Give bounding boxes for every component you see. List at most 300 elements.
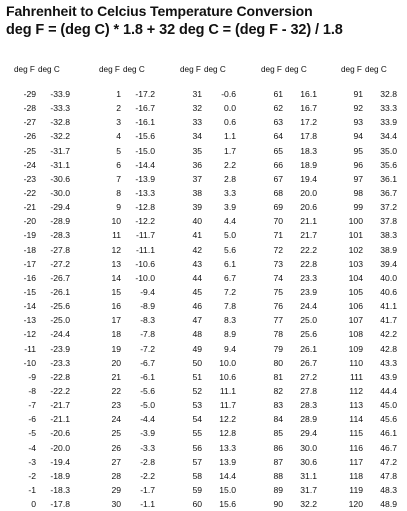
table-row	[257, 214, 327, 228]
celsius-value: 37.8	[380, 216, 397, 227]
fahrenheit-value: -23	[23, 173, 36, 184]
table-row	[176, 384, 246, 398]
table-row	[257, 384, 327, 398]
celsius-value: 26.1	[300, 343, 317, 354]
table-row	[337, 285, 407, 299]
table-row	[176, 342, 246, 356]
table-row	[10, 370, 80, 384]
table-row	[176, 299, 246, 313]
celsius-value: 0.0	[224, 103, 236, 114]
fahrenheit-value: 78	[273, 329, 283, 340]
celsius-value: 48.3	[380, 484, 397, 495]
celsius-value: 29.4	[300, 428, 317, 439]
table-row	[10, 87, 80, 101]
celsius-value: 6.1	[224, 258, 236, 269]
fahrenheit-value: -24	[23, 159, 36, 170]
table-row	[95, 370, 165, 384]
fahrenheit-value: 1	[116, 89, 121, 99]
celsius-value: 21.1	[300, 216, 317, 227]
table-row	[337, 327, 407, 341]
celsius-value: 41.7	[380, 315, 397, 326]
celsius-value: -28.9	[50, 216, 70, 227]
table-row	[95, 87, 165, 101]
celsius-value: -13.3	[135, 187, 155, 198]
celsius-value: 5.6	[224, 244, 236, 255]
celsius-value: 32.2	[300, 499, 317, 510]
celsius-value: 32.8	[380, 89, 397, 99]
header-deg-c: deg C	[284, 65, 307, 74]
table-row	[95, 228, 165, 242]
table-row	[95, 186, 165, 200]
celsius-value: 22.8	[300, 258, 317, 269]
column-header	[176, 63, 246, 87]
celsius-value: 13.9	[219, 456, 236, 467]
celsius-value: 38.9	[380, 244, 397, 255]
column-header	[257, 63, 327, 87]
celsius-value: 40.0	[380, 272, 397, 283]
fahrenheit-value: 71	[273, 230, 283, 241]
celsius-value: 3.9	[224, 202, 236, 213]
table-row	[257, 257, 327, 271]
table-row	[176, 87, 246, 101]
fahrenheit-value: 37	[192, 173, 202, 184]
fahrenheit-value: 101	[348, 230, 363, 241]
fahrenheit-value: -10	[23, 357, 36, 368]
celsius-value: -3.9	[140, 428, 155, 439]
fahrenheit-value: 15	[111, 286, 121, 297]
celsius-value: -5.6	[140, 385, 155, 396]
celsius-value: -4.4	[140, 414, 155, 425]
fahrenheit-value: 11	[112, 230, 121, 241]
table-row	[257, 342, 327, 356]
fahrenheit-value: 112	[349, 385, 363, 396]
fahrenheit-value: -22	[23, 187, 36, 198]
celsius-value: 9.4	[224, 343, 236, 354]
fahrenheit-value: 33	[192, 117, 202, 128]
table-row	[95, 101, 165, 115]
table-row	[10, 384, 80, 398]
column-group-5	[337, 63, 407, 511]
fahrenheit-value: 83	[273, 400, 283, 411]
table-row	[10, 313, 80, 327]
table-row	[176, 313, 246, 327]
celsius-value: -32.8	[50, 117, 70, 128]
celsius-value: -6.1	[140, 371, 155, 382]
fahrenheit-value: -15	[23, 286, 36, 297]
fahrenheit-value: 103	[348, 258, 363, 269]
celsius-value: 25.0	[300, 315, 317, 326]
celsius-value: -7.2	[140, 343, 155, 354]
table-row	[176, 426, 246, 440]
celsius-value: 43.3	[380, 357, 397, 368]
fahrenheit-value: 30	[111, 499, 121, 510]
fahrenheit-value: 84	[273, 414, 283, 425]
celsius-value: -17.8	[50, 499, 70, 510]
fahrenheit-value: 97	[353, 173, 363, 184]
table-row	[95, 412, 165, 426]
celsius-value: -8.3	[140, 315, 155, 326]
column-header	[95, 63, 165, 87]
table-row	[10, 115, 80, 129]
celsius-value: -18.3	[50, 484, 70, 495]
fahrenheit-value: 76	[273, 301, 283, 312]
celsius-value: 28.9	[300, 414, 317, 425]
fahrenheit-value: 55	[192, 428, 202, 439]
celsius-value: 16.1	[300, 89, 317, 99]
table-row	[257, 327, 327, 341]
fahrenheit-value: 40	[192, 216, 202, 227]
fahrenheit-value: -21	[23, 202, 36, 213]
celsius-value: 47.2	[380, 456, 397, 467]
table-row	[176, 158, 246, 172]
fahrenheit-value: 94	[353, 131, 363, 142]
celsius-value: 43.9	[380, 371, 397, 382]
table-row	[257, 186, 327, 200]
fahrenheit-value: 54	[192, 414, 202, 425]
header-deg-f: deg F	[341, 65, 362, 74]
table-row	[176, 356, 246, 370]
table-row	[176, 497, 246, 511]
celsius-value: 23.9	[300, 286, 317, 297]
fahrenheit-value: 95	[353, 145, 363, 156]
table-row	[10, 186, 80, 200]
celsius-value: -7.8	[140, 329, 155, 340]
celsius-value: 33.3	[380, 103, 397, 114]
fahrenheit-value: -17	[23, 258, 36, 269]
celsius-value: -16.1	[135, 117, 155, 128]
table-row	[176, 101, 246, 115]
table-row	[257, 455, 327, 469]
table-row	[337, 243, 407, 257]
celsius-value: -33.9	[50, 89, 70, 99]
fahrenheit-value: 51	[192, 371, 202, 382]
header-deg-c: deg C	[122, 65, 145, 74]
fahrenheit-value: 18	[111, 329, 121, 340]
fahrenheit-value: 98	[353, 187, 363, 198]
celsius-value: 38.3	[380, 230, 397, 241]
fahrenheit-value: 6	[116, 159, 121, 170]
table-row	[10, 129, 80, 143]
fahrenheit-value: 36	[192, 159, 202, 170]
fahrenheit-value: 66	[273, 159, 283, 170]
table-row	[337, 384, 407, 398]
fahrenheit-value: 62	[273, 103, 283, 114]
fahrenheit-value: 114	[349, 414, 363, 425]
table-row	[176, 271, 246, 285]
celsius-value: 14.4	[219, 470, 236, 481]
celsius-value: -25.6	[50, 301, 70, 312]
header-deg-c: deg C	[364, 65, 387, 74]
table-row	[176, 412, 246, 426]
fahrenheit-value: 111	[349, 371, 363, 382]
celsius-value: 4.4	[224, 216, 236, 227]
table-row	[337, 228, 407, 242]
celsius-value: 1.1	[224, 131, 236, 142]
celsius-value: -9.4	[140, 286, 155, 297]
table-row	[95, 469, 165, 483]
celsius-value: 35.6	[380, 159, 397, 170]
fahrenheit-value: 3	[116, 117, 121, 128]
fahrenheit-value: 27	[111, 456, 121, 467]
fahrenheit-value: 47	[192, 315, 202, 326]
table-row	[95, 243, 165, 257]
table-row	[337, 412, 407, 426]
celsius-value: -10.6	[135, 258, 155, 269]
fahrenheit-value: 4	[116, 131, 121, 142]
fahrenheit-value: 87	[273, 456, 283, 467]
table-row	[257, 469, 327, 483]
celsius-value: -11.1	[136, 244, 155, 255]
celsius-value: 45.6	[380, 414, 397, 425]
celsius-value: 12.2	[219, 414, 236, 425]
table-row	[176, 214, 246, 228]
fahrenheit-value: 25	[111, 428, 121, 439]
celsius-value: -15.0	[135, 145, 155, 156]
column-header	[337, 63, 407, 87]
celsius-value: 15.6	[219, 499, 236, 510]
fahrenheit-value: -19	[23, 230, 36, 241]
table-row	[337, 186, 407, 200]
celsius-value: -22.2	[50, 385, 70, 396]
fahrenheit-value: 69	[273, 202, 283, 213]
celsius-value: -14.4	[135, 159, 155, 170]
fahrenheit-value: -26	[23, 131, 36, 142]
table-row	[257, 158, 327, 172]
fahrenheit-value: 73	[273, 258, 283, 269]
table-row	[257, 129, 327, 143]
fahrenheit-value: -5	[28, 428, 36, 439]
table-row	[10, 469, 80, 483]
fahrenheit-value: 116	[349, 442, 363, 453]
fahrenheit-value: 42	[192, 244, 202, 255]
fahrenheit-value: -13	[23, 315, 36, 326]
fahrenheit-value: -16	[23, 272, 36, 283]
fahrenheit-value: 48	[192, 329, 202, 340]
table-row	[95, 115, 165, 129]
celsius-value: 24.4	[300, 301, 317, 312]
header-deg-c: deg C	[37, 65, 60, 74]
fahrenheit-value: 67	[273, 173, 283, 184]
fahrenheit-value: 53	[192, 400, 202, 411]
fahrenheit-value: 52	[192, 385, 202, 396]
celsius-value: 3.3	[224, 187, 236, 198]
celsius-value: 6.7	[224, 272, 236, 283]
celsius-value: -26.1	[50, 286, 70, 297]
fahrenheit-value: 34	[192, 131, 202, 142]
table-row	[176, 398, 246, 412]
fahrenheit-value: 24	[111, 414, 121, 425]
fahrenheit-value: -20	[23, 216, 36, 227]
table-row	[95, 172, 165, 186]
celsius-value: -12.8	[135, 202, 155, 213]
fahrenheit-value: -12	[23, 329, 36, 340]
fahrenheit-value: 13	[111, 258, 121, 269]
table-row	[95, 158, 165, 172]
table-row	[10, 243, 80, 257]
fahrenheit-value: 120	[348, 499, 363, 510]
celsius-value: 20.6	[300, 202, 317, 213]
celsius-value: -21.1	[50, 414, 70, 425]
fahrenheit-value: 57	[192, 456, 202, 467]
fahrenheit-value: 102	[348, 244, 363, 255]
fahrenheit-value: 43	[192, 258, 202, 269]
table-row	[337, 398, 407, 412]
fahrenheit-value: 39	[192, 202, 202, 213]
table-row	[10, 271, 80, 285]
table-row	[95, 299, 165, 313]
table-row	[337, 299, 407, 313]
fahrenheit-value: 109	[348, 343, 363, 354]
celsius-value: 47.8	[380, 470, 397, 481]
table-row	[176, 115, 246, 129]
table-row	[95, 483, 165, 497]
fahrenheit-value: 19	[111, 343, 121, 354]
celsius-value: 0.6	[224, 117, 236, 128]
celsius-value: 36.7	[380, 187, 397, 198]
celsius-value: -1.1	[140, 499, 155, 510]
fahrenheit-value: 77	[273, 315, 283, 326]
fahrenheit-value: 113	[349, 400, 363, 411]
table-row	[337, 129, 407, 143]
celsius-value: 48.9	[380, 499, 397, 510]
fahrenheit-value: -18	[23, 244, 36, 255]
fahrenheit-value: 119	[349, 484, 363, 495]
table-row	[95, 384, 165, 398]
table-row	[176, 483, 246, 497]
fahrenheit-value: 68	[273, 187, 283, 198]
celsius-value: 2.2	[224, 159, 236, 170]
table-row	[176, 327, 246, 341]
fahrenheit-value: 16	[111, 301, 121, 312]
fahrenheit-value: -6	[28, 414, 36, 425]
table-row	[257, 299, 327, 313]
celsius-value: -21.7	[50, 400, 70, 411]
fahrenheit-value: 64	[273, 131, 283, 142]
fahrenheit-value: 74	[273, 272, 283, 283]
table-row	[337, 144, 407, 158]
fahrenheit-value: -1	[28, 484, 36, 495]
celsius-value: -29.4	[50, 202, 70, 213]
fahrenheit-value: 106	[348, 301, 363, 312]
table-row	[176, 243, 246, 257]
celsius-value: -24.4	[50, 329, 70, 340]
table-row	[257, 228, 327, 242]
celsius-value: -6.7	[140, 357, 155, 368]
column-header	[10, 63, 80, 87]
table-row	[10, 228, 80, 242]
celsius-value: -33.3	[50, 103, 70, 114]
table-row	[95, 426, 165, 440]
celsius-value: 2.8	[224, 173, 236, 184]
table-row	[337, 370, 407, 384]
celsius-value: 46.7	[380, 442, 397, 453]
table-row	[257, 200, 327, 214]
fahrenheit-value: 118	[349, 470, 363, 481]
table-row	[337, 158, 407, 172]
celsius-value: 20.0	[300, 187, 317, 198]
table-row	[337, 214, 407, 228]
celsius-value: -30.6	[50, 173, 70, 184]
header-deg-f: deg F	[180, 65, 201, 74]
header-deg-f: deg F	[261, 65, 282, 74]
fahrenheit-value: 58	[192, 470, 202, 481]
celsius-value: 28.3	[300, 400, 317, 411]
table-row	[10, 200, 80, 214]
fahrenheit-value: 105	[348, 286, 363, 297]
fahrenheit-value: 31	[192, 89, 202, 99]
table-row	[257, 285, 327, 299]
fahrenheit-value: 9	[116, 202, 121, 213]
fahrenheit-value: -25	[23, 145, 36, 156]
table-row	[95, 455, 165, 469]
fahrenheit-value: 45	[192, 286, 202, 297]
fahrenheit-value: 80	[273, 357, 283, 368]
table-row	[176, 228, 246, 242]
table-row	[257, 356, 327, 370]
celsius-value: -31.7	[50, 145, 70, 156]
table-row	[10, 214, 80, 228]
table-row	[10, 356, 80, 370]
fahrenheit-value: 2	[116, 103, 121, 114]
celsius-value: 1.7	[224, 145, 236, 156]
celsius-value: 18.3	[300, 145, 317, 156]
fahrenheit-value: 81	[273, 371, 283, 382]
table-row	[95, 271, 165, 285]
table-row	[10, 497, 80, 511]
fahrenheit-value: 44	[192, 272, 202, 283]
fahrenheit-value: 10	[111, 216, 121, 227]
celsius-value: 8.3	[224, 315, 236, 326]
table-row	[10, 158, 80, 172]
fahrenheit-value: 107	[348, 315, 363, 326]
fahrenheit-value: -14	[23, 301, 36, 312]
table-row	[257, 243, 327, 257]
fahrenheit-value: 8	[116, 187, 121, 198]
celsius-value: 11.7	[219, 400, 236, 411]
fahrenheit-value: -9	[28, 371, 36, 382]
fahrenheit-value: -7	[28, 400, 36, 411]
table-row	[337, 200, 407, 214]
celsius-value: -32.2	[50, 131, 70, 142]
fahrenheit-value: 115	[349, 428, 363, 439]
fahrenheit-value: 85	[273, 428, 283, 439]
table-row	[10, 172, 80, 186]
table-row	[337, 101, 407, 115]
table-row	[337, 115, 407, 129]
celsius-value: -11.7	[136, 230, 155, 241]
fahrenheit-value: 12	[111, 244, 121, 255]
table-row	[337, 497, 407, 511]
table-row	[176, 172, 246, 186]
celsius-value: 17.8	[300, 131, 317, 142]
celsius-value: -27.8	[50, 244, 70, 255]
column-group-4	[257, 63, 327, 511]
fahrenheit-value: 61	[273, 89, 283, 99]
celsius-value: -12.2	[135, 216, 155, 227]
header-deg-f: deg F	[99, 65, 120, 74]
table-row	[95, 398, 165, 412]
column-group-1	[10, 63, 80, 511]
fahrenheit-value: 110	[349, 357, 363, 368]
celsius-value: 5.0	[224, 230, 236, 241]
celsius-value: 46.1	[380, 428, 397, 439]
celsius-value: 10.0	[219, 357, 236, 368]
fahrenheit-value: 91	[353, 89, 363, 99]
table-row	[10, 257, 80, 271]
table-row	[176, 144, 246, 158]
table-row	[10, 398, 80, 412]
fahrenheit-value: 49	[192, 343, 202, 354]
